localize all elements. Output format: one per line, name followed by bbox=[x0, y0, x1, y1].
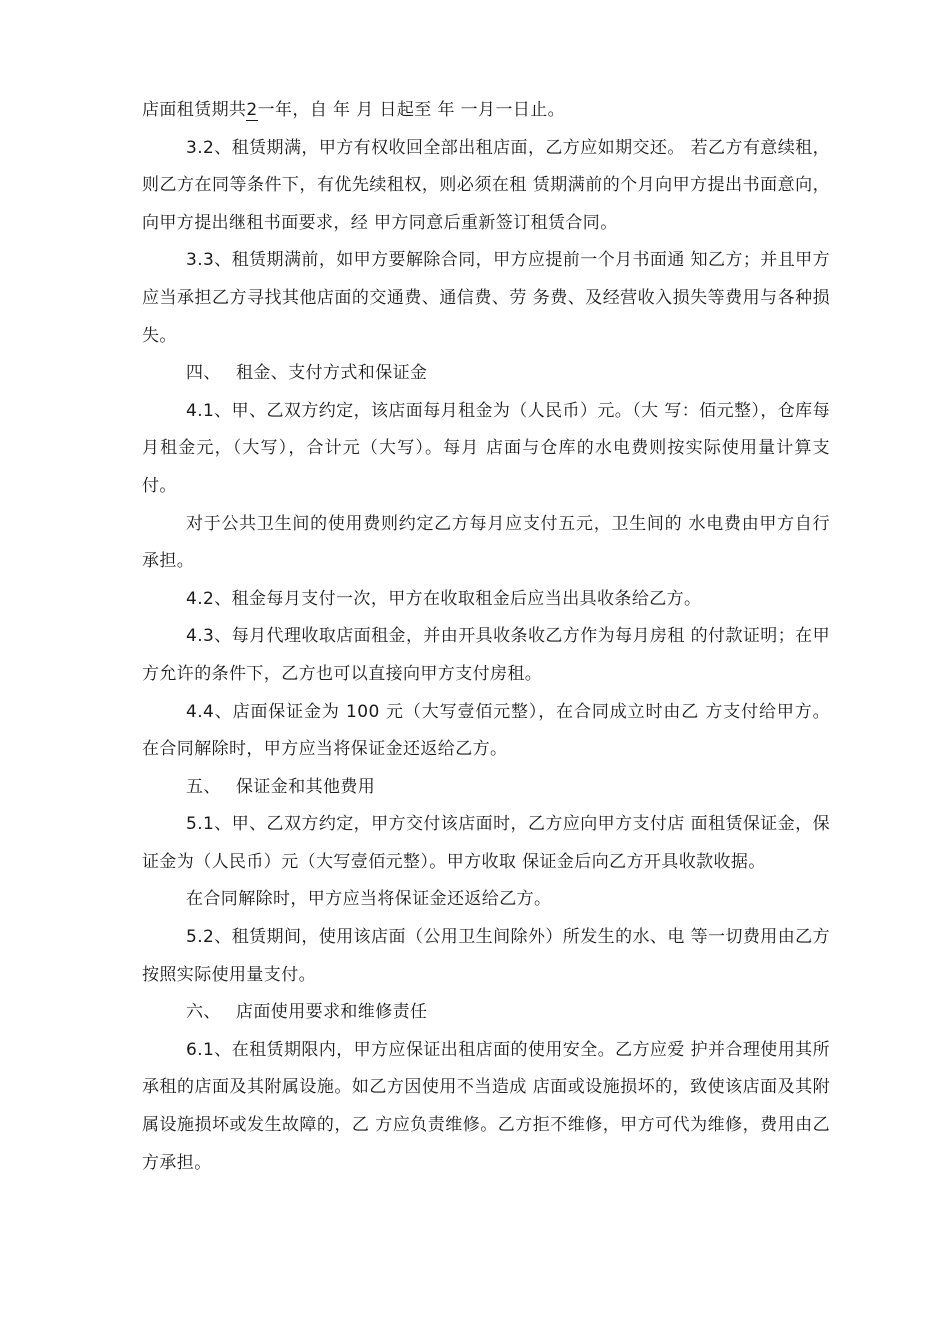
clause-4-4: 4.4、店面保证金为 100 元（大写壹佰元整），在合同成立时由乙 方支付给甲方。在合同解除时，甲方应当将保证金还返给乙方。 bbox=[142, 701, 830, 760]
clause-4-1-note: 对于公共卫生间的使用费则约定乙方每月应支付五元，卫生间的 水电费由甲方自行承担。 bbox=[142, 513, 830, 572]
section-heading-5 bbox=[142, 769, 830, 807]
section-number-6: 六、 bbox=[186, 1002, 221, 1023]
document-page bbox=[142, 92, 830, 1182]
section-heading-6 bbox=[142, 994, 830, 1032]
clause-5-2: 5.2、租赁期间，使用该店面（公用卫生间除外）所发生的水、电 等一切费用由乙方按照实际使用量支付。 bbox=[142, 927, 830, 985]
clause-3-2: 3.2、租赁期满，甲方有权收回全部出租店面，乙方应如期交还。 若乙方有意续租，则乙方在同等条件下，有优先续租权，则必须在租 赁期满前的个月向甲方提出书面意向，向甲方提出继租书面要求，经 甲方同意后重新签订租赁合同。 bbox=[142, 137, 830, 233]
clause-6-1: 6.1、在租赁期限内，甲方应保证出租店面的使用安全。乙方应爱 护并合理使用其所承租的店面及其附属设施。如乙方因使用不当造成 店面或设施损坏的，致使该店面及其附属设施损坏或发生故障的，乙 方应负责维修。乙方拒不维修，甲方可代为维修，费用由乙方承担。 bbox=[142, 1039, 830, 1173]
clause-4-2: 4.2、租金每月支付一次，甲方在收取租金后应当出具收条给乙方。 bbox=[186, 588, 702, 609]
clause-5-1: 5.1、甲、乙双方约定，甲方交付该店面时，乙方应向甲方支付店 面租赁保证金，保证金为（人民币）元（大写壹佰元整）。甲方收取 保证金后向乙方开具收款收据。 bbox=[142, 814, 830, 872]
clause-3-3: 3.3、租赁期满前，如甲方要解除合同，甲方应提前一个月书面通 知乙方；并且甲方应当承担乙方寻找其他店面的交通费、通信费、劳 务费、及经营收入损失等费用与各种损失。 bbox=[142, 250, 830, 346]
section-title-5: 保证金和其他费用 bbox=[236, 776, 376, 797]
lease-term-paragraph bbox=[142, 92, 830, 130]
lease-term-text-a: 店面租赁期共 bbox=[142, 100, 247, 120]
section-number-5: 五、 bbox=[186, 776, 221, 797]
section-title-4: 租金、支付方式和保证金 bbox=[236, 363, 428, 384]
lease-term-text-b: 一年，自 年 月 日起至 年 一月一日止。 bbox=[257, 100, 566, 120]
section-title-6: 店面使用要求和维修责任 bbox=[236, 1002, 428, 1023]
section-number-4: 四、 bbox=[186, 363, 221, 384]
section-heading-4 bbox=[142, 355, 830, 393]
clause-4-3: 4.3、每月代理收取店面租金，并由开具收条收乙方作为每月房租 的付款证明；在甲方允许的条件下，乙方也可以直接向甲方支付房租。 bbox=[142, 626, 830, 684]
clause-5-1-note: 在合同解除时，甲方应当将保证金还返给乙方。 bbox=[186, 889, 552, 910]
clause-4-1: 4.1、甲、乙双方约定，该店面每月租金为（人民币）元。（大 写：佰元整），仓库每月租金元，（大写），合计元（大写）。每月 店面与仓库的水电费则按实际使用量计算支付。 bbox=[142, 400, 830, 496]
lease-term-years-blank: 2 bbox=[246, 100, 258, 120]
